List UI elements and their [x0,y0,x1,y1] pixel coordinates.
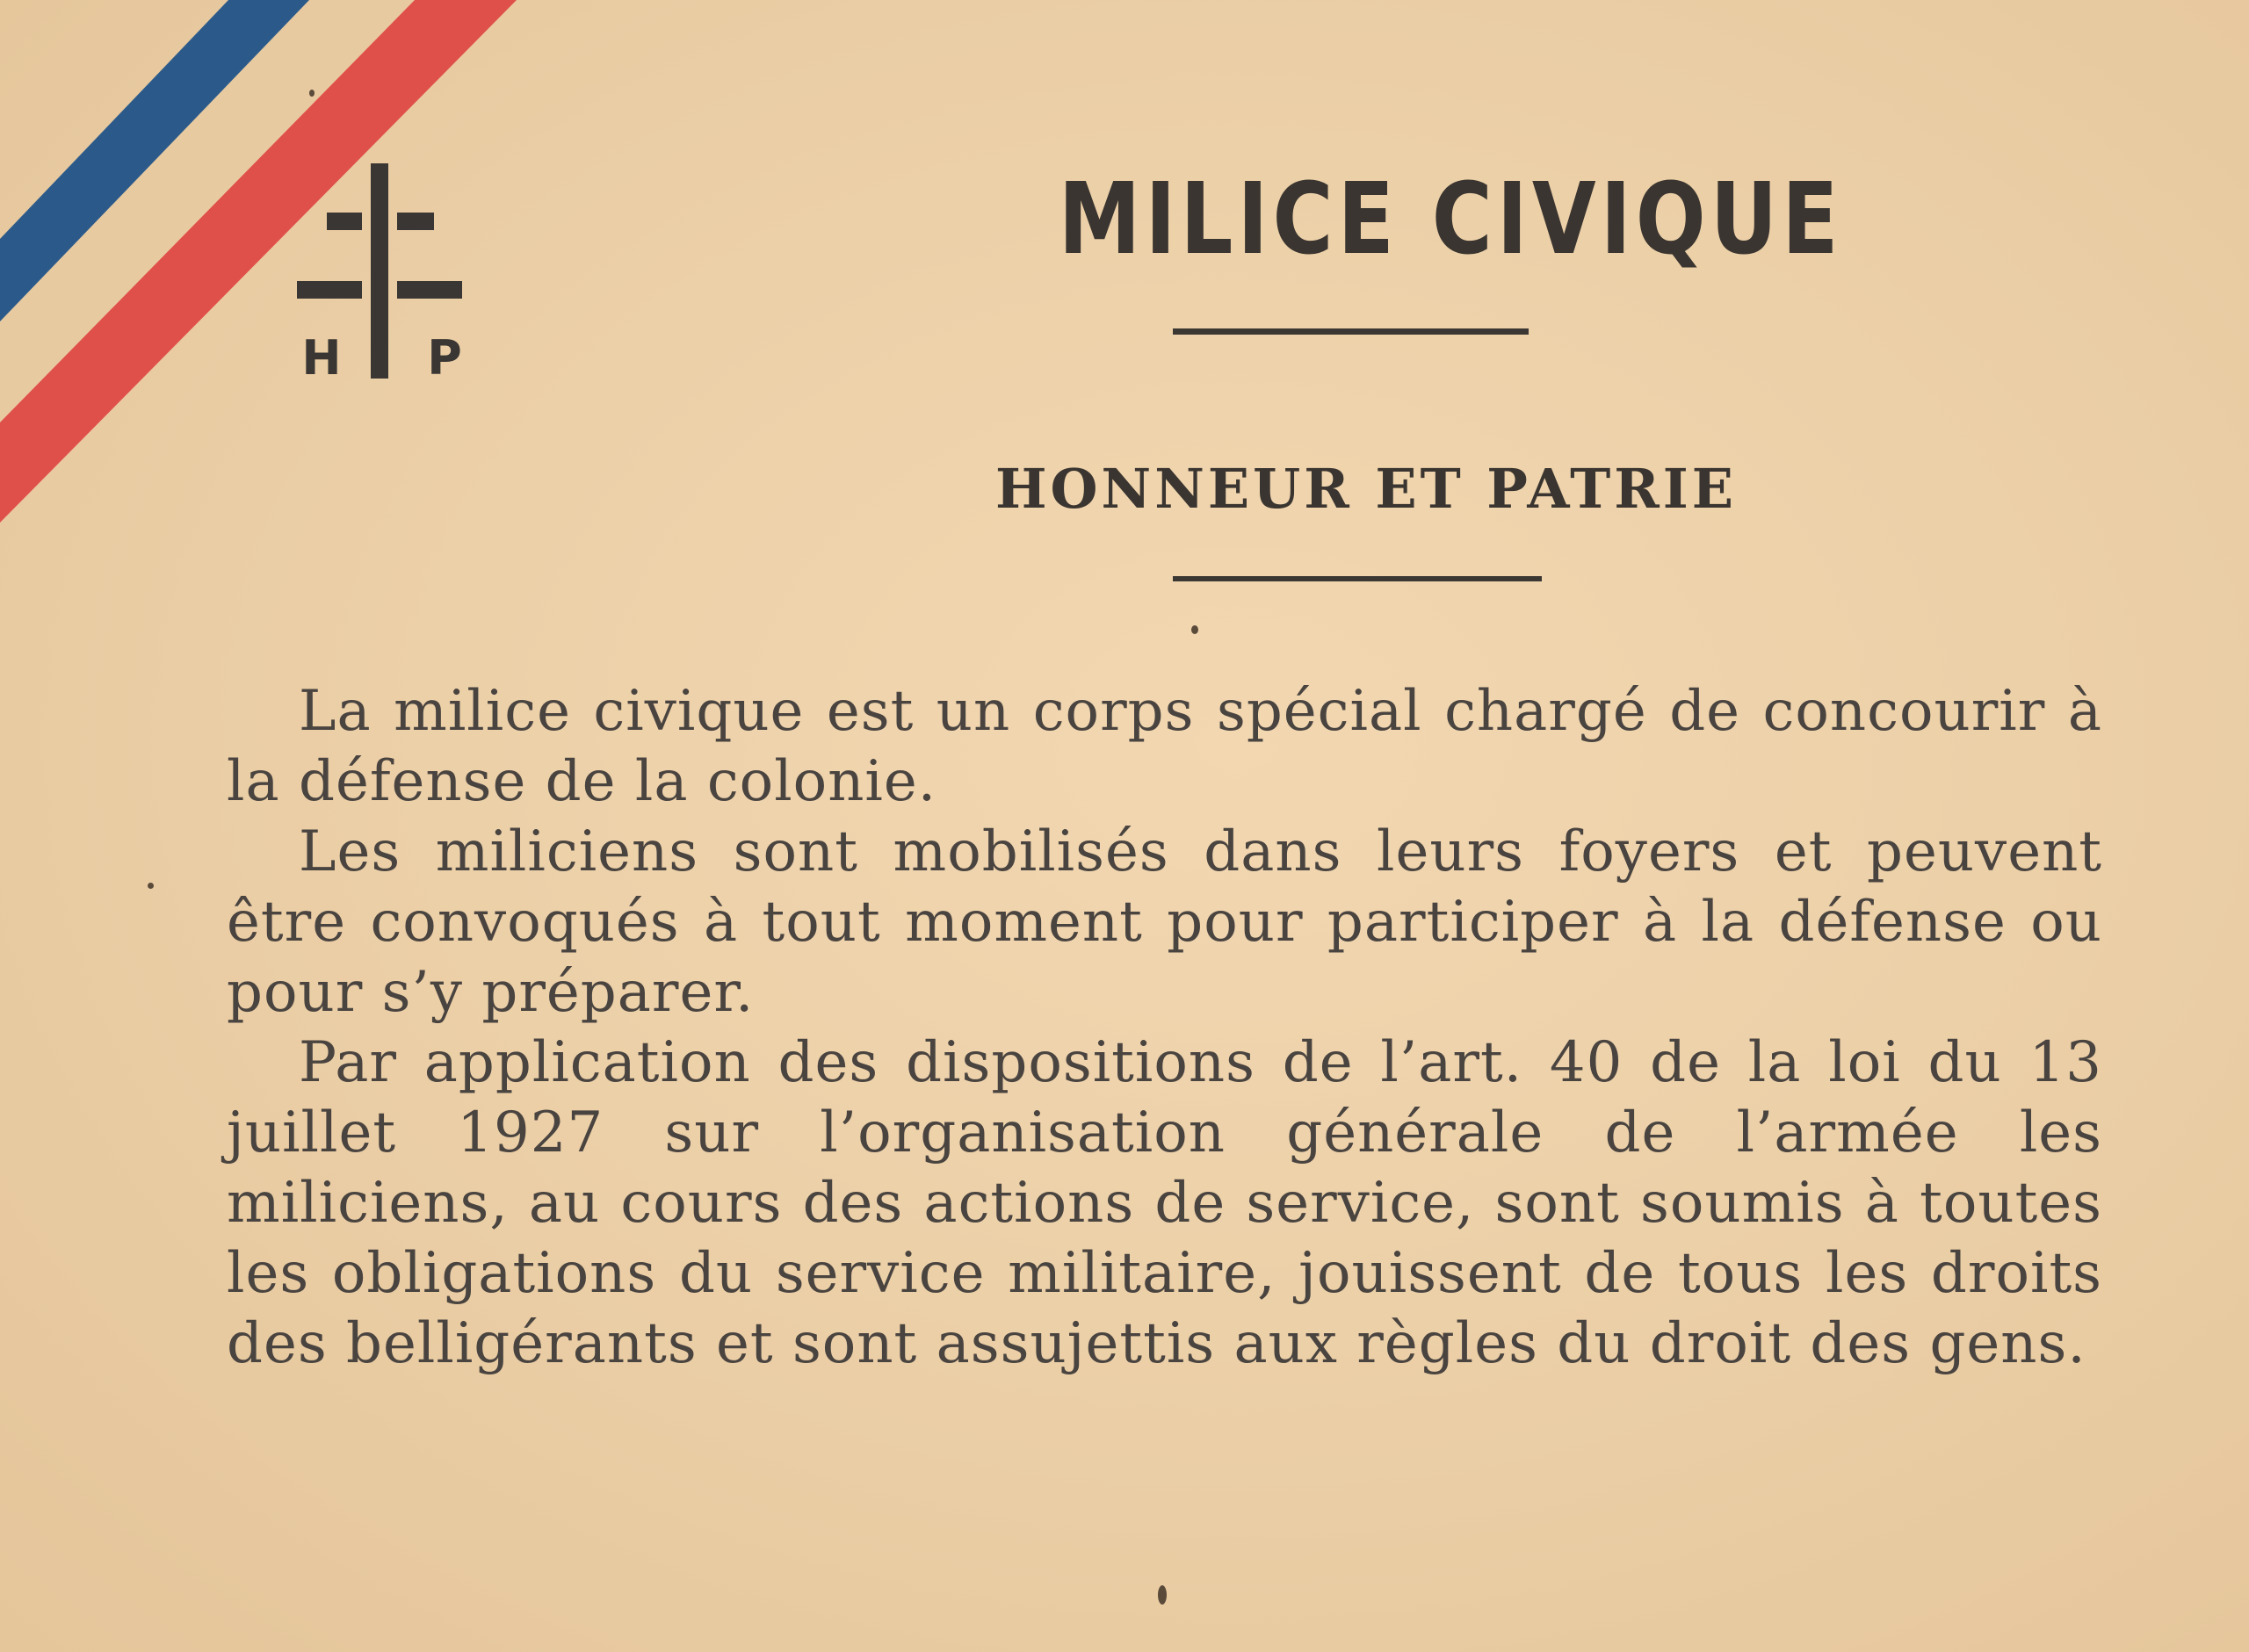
emblem [290,158,483,391]
ink-speck [1191,625,1198,634]
paragraph-2: Les miliciens sont mobilisés dans leurs foyers et peuvent être convoqués à tout moment pour participer à la défense ou pour s’y préparer. [227,819,2102,1025]
card-title: MILICE CIVIQUE [1058,162,1843,277]
title-divider [1173,328,1529,335]
ink-speck [1158,1585,1167,1605]
paragraph-1: La milice civique est un corps spécial chargé de concourir à la défense de la colonie. [227,679,2102,814]
body-text [227,676,2102,1379]
cross-of-lorraine-icon [290,158,483,386]
ink-speck [148,883,154,889]
emblem-letter-h: H [301,330,342,386]
emblem-letter-p: P [427,330,462,386]
ink-speck [309,90,315,97]
motto-divider [1173,576,1542,581]
paragraph-3: Par application des dispositions de l’art. 40 de la loi du 13 juillet 1927 sur l’organisation générale de l’armée les miliciens, au cours des actions de service, sont soumis à toutes les obligations du service militaire, jouissent de tous les droits des belligérants et sont assujettis aux règles du droit des gens. [227,1030,2102,1376]
motto: HONNEUR ET PATRIE [994,457,1738,521]
